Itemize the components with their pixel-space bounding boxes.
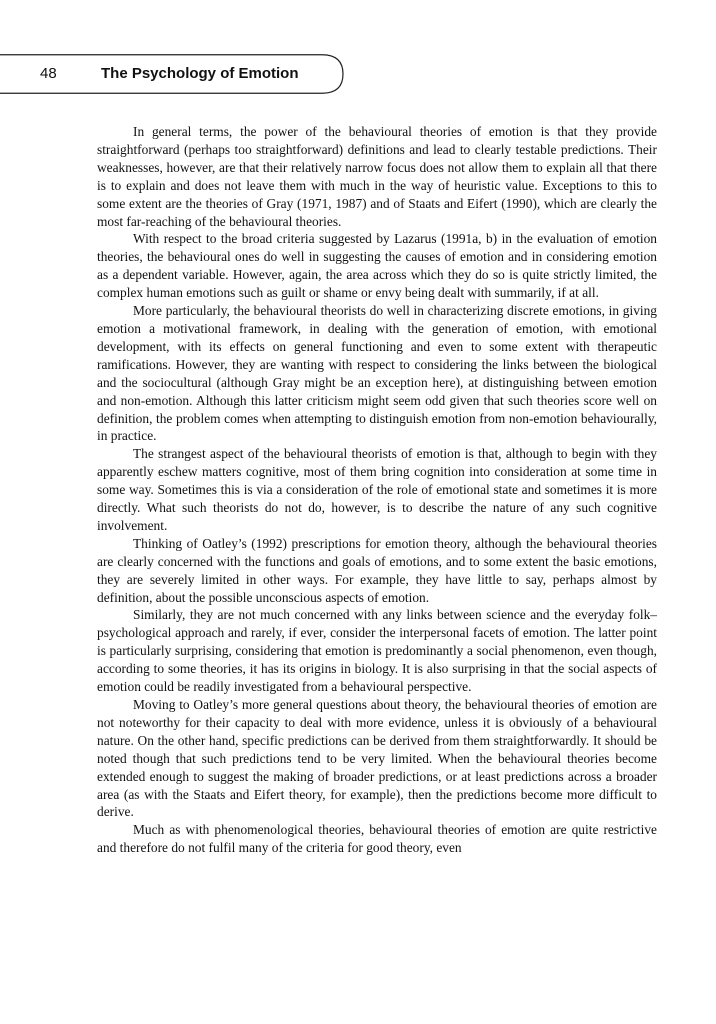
paragraph: More particularly, the behavioural theorists do well in characterizing discrete emotions, in giving emotion a motivational framework, in dealing with the generation of emotion, with emotional development, with its effects on general functioning and even to some extent with therapeutic ramifications. However, they are wanting with respect to considering the links between the biological and the sociocultural (although Gray might be an exception here), at distinguishing between emotion and non-emotion. Although this latter criticism might seem odd given that such theories score well on definition, the problem comes when attempting to distinguish emotion from non-emotion behaviourally, in practice. <box>97 303 657 444</box>
paragraph: In general terms, the power of the behavioural theories of emotion is that they provide straightforward (perhaps too straightforward) definitions and lead to clearly testable predictions. Their weaknesses, however, are that their relatively narrow focus does not allow them to explain all that there is to explain and does not leave them with much in the way of heuristic value. Exceptions to this to some extent are the theories of Gray (1971, 1987) and of Staats and Eifert (1990), which are clearly the most far-reaching of the behavioural theories. <box>97 124 657 229</box>
paragraph: The strangest aspect of the behavioural theorists of emotion is that, although to begin with they apparently eschew matters cognitive, most of them bring cognition into consideration at some time in some way. Sometimes this is via a consideration of the role of emotional state and sometimes it is more directly. What such theorists do not do, however, is to describe the nature of any such cognitive involvement. <box>97 446 657 533</box>
paragraph: With respect to the broad criteria suggested by Lazarus (1991a, b) in the evaluation of emotion theories, the behavioural ones do well in suggesting the causes of emotion and in considering emotion as a dependent variable. However, again, the area across which they do so is quite strictly limited, the complex human emotions such as guilt or shame or envy being dealt with summarily, if at all. <box>97 231 657 301</box>
body-text <box>97 123 657 857</box>
paragraph: Similarly, they are not much concerned with any links between science and the everyday folk–psychological approach and rarely, if ever, consider the interpersonal facets of emotion. The latter point is particularly surprising, considering that emotion is predominantly a social phenomenon, even though, according to some theories, it has its origins in biology. It is also surprising in that the social aspects of emotion could be readily investigated from a behavioural perspective. <box>97 607 657 695</box>
paragraph: Moving to Oatley’s more general questions about theory, the behavioural theories of emotion are not noteworthy for their capacity to deal with more evidence, unless it is obviously of a behavioural nature. On the other hand, specific predictions can be derived from them straightforwardly. It should be noted though that such predictions tend to be very limited. When the behavioural theories become extended enough to suggest the making of broader predictions, or at least predictions across a broader area (as with the Staats and Eifert theory, for example), then the predictions become more difficult to derive. <box>97 697 657 820</box>
running-head <box>0 54 345 94</box>
page-number: 48 <box>40 65 57 82</box>
chapter-title: The Psychology of Emotion <box>101 65 299 82</box>
paragraph: Much as with phenomenological theories, behavioural theories of emotion are quite restrictive and therefore do not fulfil many of the criteria for good theory, even <box>97 822 657 856</box>
paragraph: Thinking of Oatley’s (1992) prescriptions for emotion theory, although the behavioural theories are clearly concerned with the functions and goals of emotions, and to some extent the basic emotions, they are severely limited in other ways. For example, they have little to say, perhaps almost by definition, about the possible unconscious aspects of emotion. <box>97 535 657 605</box>
